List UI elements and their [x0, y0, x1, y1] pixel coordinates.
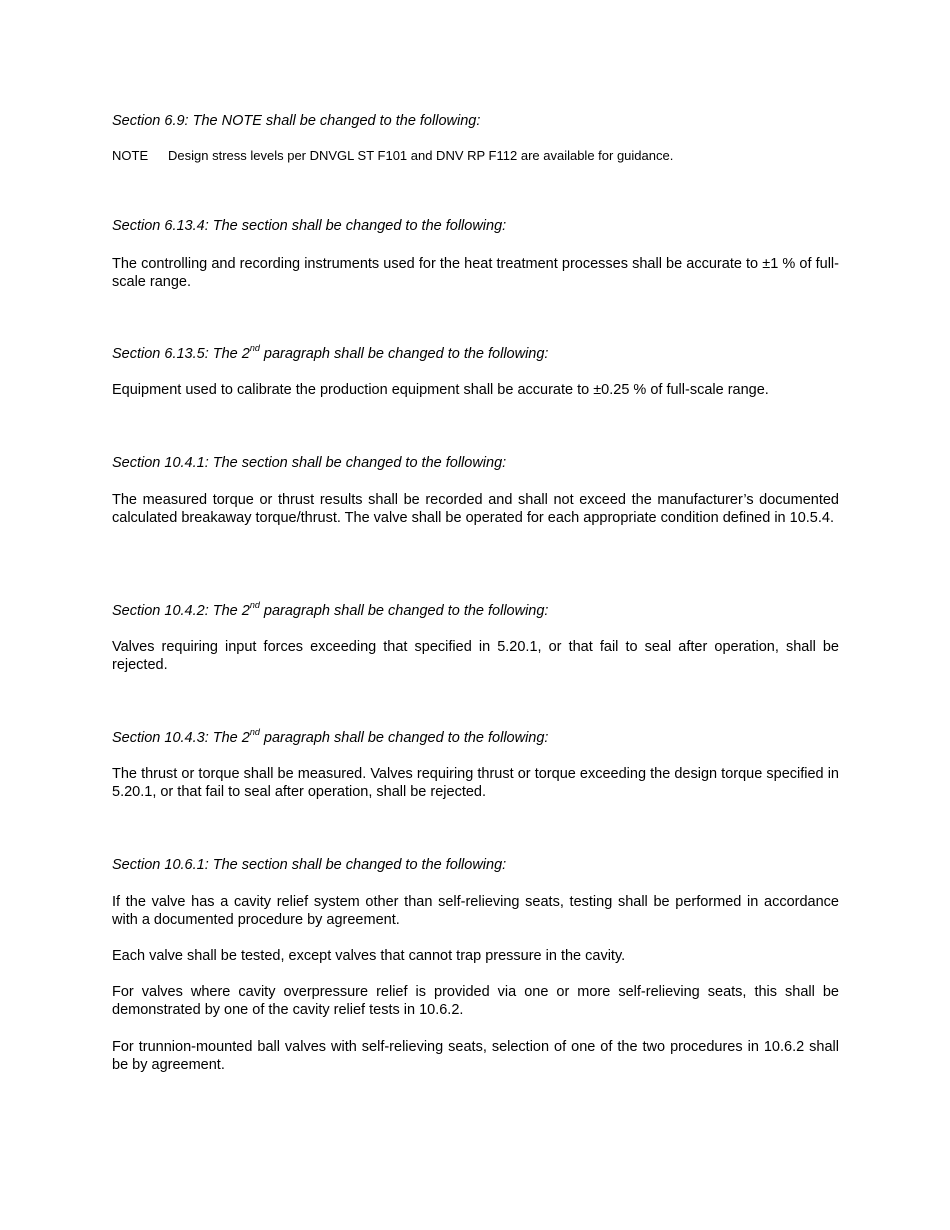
section-10-6-1-heading: Section 10.6.1: The section shall be changed to the following: — [112, 857, 507, 873]
section-10-4-2-paragraph: Valves requiring input forces exceeding that specified in 5.20.1, or that fail to seal after operation, shall be rejected. — [112, 639, 839, 673]
note-text: Design stress levels per DNVGL ST F101 and DNV RP F112 are available for guidance. — [168, 148, 674, 163]
section-10-4-1-heading: Section 10.4.1: The section shall be changed to the following: — [112, 455, 507, 471]
section-6-13-4-paragraph: The controlling and recording instruments used for the heat treatment processes shall be accurate to ±1 % of full-scale range. — [112, 256, 839, 290]
section-10-4-3-paragraph: The thrust or torque shall be measured. Valves requiring thrust or torque exceeding the design torque specified in 5.20.1, or that fail to seal after operation, shall be rejected. — [112, 766, 839, 800]
section-6-13-5-heading: Section 6.13.5: The 2nd paragraph shall be changed to the following: — [112, 343, 549, 362]
section-10-6-1-paragraph-4: For trunnion-mounted ball valves with self-relieving seats, selection of one of the two procedures in 10.6.2 shall be by agreement. — [112, 1039, 839, 1073]
section-10-6-1-paragraph-3: For valves where cavity overpressure relief is provided via one or more self-relieving seats, this shall be demonstrated by one of the cavity relief tests in 10.6.2. — [112, 984, 839, 1018]
section-10-4-2-heading: Section 10.4.2: The 2nd paragraph shall be changed to the following: — [112, 600, 549, 619]
section-6-13-4-heading: Section 6.13.4: The section shall be changed to the following: — [112, 218, 507, 234]
section-10-4-1-paragraph: The measured torque or thrust results shall be recorded and shall not exceed the manufacturer’s documented calculated breakaway torque/thrust. The valve shall be operated for each appropriate condition defined in 10.5.4. — [112, 492, 839, 526]
section-10-4-3-heading: Section 10.4.3: The 2nd paragraph shall be changed to the following: — [112, 727, 549, 746]
section-10-6-1-paragraph-2: Each valve shall be tested, except valves that cannot trap pressure in the cavity. — [112, 948, 626, 964]
section-10-6-1-paragraph-1: If the valve has a cavity relief system other than self-relieving seats, testing shall be performed in accordance with a documented procedure by agreement. — [112, 894, 839, 928]
section-6-13-5-paragraph: Equipment used to calibrate the production equipment shall be accurate to ±0.25 % of full-scale range. — [112, 382, 769, 398]
section-6-9-heading: Section 6.9: The NOTE shall be changed to the following: — [112, 113, 481, 129]
section-6-9-note — [112, 148, 673, 164]
note-label: NOTE — [112, 148, 149, 163]
